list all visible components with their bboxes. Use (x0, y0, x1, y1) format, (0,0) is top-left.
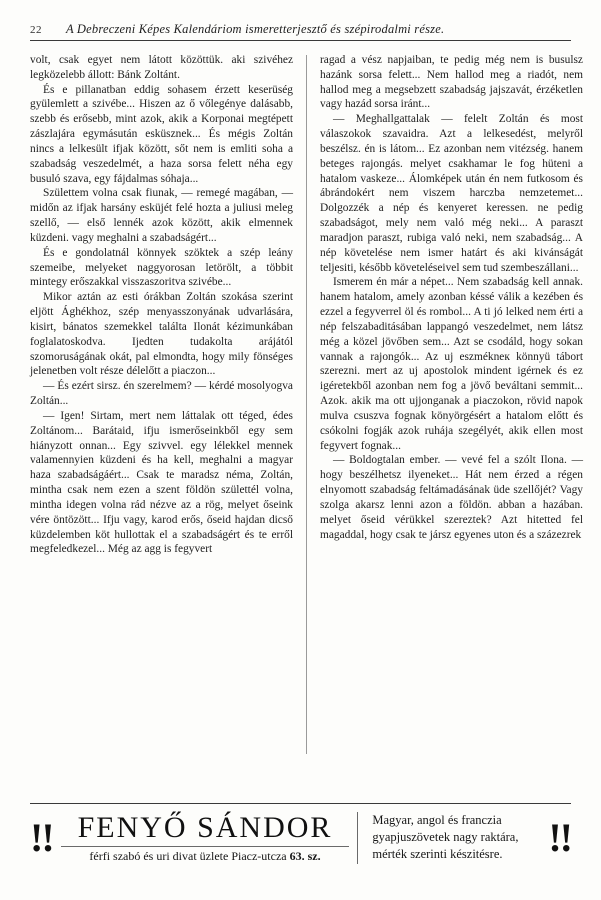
description-line-3: mérték szerinti készitésre. (372, 847, 503, 862)
page-number: 22 (30, 24, 42, 36)
paragraph: ragad a vész napjaiban, te pedig még nem is busulsz hazánk sorsa felett... Nem hallod meg a riadót, nem hallod meg a megsebzett szabadság jajszavát, érzéketlen vagy hazád sorsa iránt... (320, 54, 583, 111)
paragraph: És e pillanatban eddig sohasem érzett keserüség gyülemlett a szivébe... Hiszen az ő vőlegénye dalásabb, szebb és erősebb, mint azok, akik a Korponai megtépett zászlajára egymásután esküsznek... És mégis Zoltán nincs a lelkesült ifjak között, sőt nem is emliti soha a szabadság veszedelmét, a haza sorsa felett néha egy busuló szava, egy fájdalmas sóhaja... (30, 83, 293, 185)
running-title: A Debreczeni Képes Kalendáriom ismeretterjesztő és szépirodalmi része. (66, 22, 445, 36)
paragraph: És e gondolatnál könnyek szöktek a szép leány szemeibe, melyeket naggyorosan letörölt, a többit mintegy erőszakkal visszaszoritva szivébe... (30, 246, 293, 289)
paragraph: Születtem volna csak fiunak, — remegé magában, — midőn az ifjak harsány esküjét felé hozta a juliusi meleg szellő, — első lennék azok között, akik elmennek küzdeni. vagy meghalni a szabadságért... (30, 187, 293, 244)
advertiser-name: FENYŐ SÁNDOR (77, 810, 333, 844)
exclamation-left: !! (30, 814, 53, 860)
paragraph: — Boldogtalan ember. — vevé fel a szólt Ilona. — hogy beszélhetsz ilyeneket... Hát nem érzed a régen elnyomott szabadság feltámadásának üde szellőjét? Vagy szolga akarsz lenni azon a földön. abban a hazában. melyet őseid vérükkel szereztek? Azt hitetted fel magaddal, hogy csak te jársz egyenes uton és a százezrek (320, 454, 583, 541)
advertiser-block (61, 812, 350, 865)
left-text-column (30, 53, 306, 758)
address-text: férfi szabó és uri divat üzlete Piacz-utcza (89, 849, 290, 863)
paragraph: — Meghallgattalak — felelt Zoltán és most válaszokok szavaidra. Azt a lelkesedést, melyről beszélsz. én is látom... Ez azonban nem vitézség. hanem beteges rajongás. melyet csakhamar le fog hüteni a hatalom vaskeze... Álomképek után én nem futkosom és ábrándokért nem viszem harczba nemzetemet... Dolgozzék a nép és kenyeret keressen. ne pedig szabadságot, mely nem való még neki... A paraszt maradjon paraszt, rubiga való neki, nem szabadság... A nép követelése nem ismer határt és aki kivánságát teljesiti, később követeléseivel sem tud szembeszállani... (320, 113, 583, 274)
description-line-2: gyapjuszövetek nagy raktára, (372, 830, 519, 845)
page-header (30, 22, 571, 41)
advertisement (30, 803, 571, 865)
text-columns (30, 53, 583, 758)
ad-divider (357, 812, 358, 865)
paragraph: Mikor aztán az esti órákban Zoltán szokása szerint eljött Ághékhoz, szép menyasszonyának udvarlására, kisirt, bánatos szemekkel találta Ilonát kézimunkában foglalatoskodva. Ijedten tudakolta arájától szomoruságának okát, pal elmondta, hogy mily fönséges jelenetben volt része délelőtt a piaczon... (30, 291, 293, 378)
right-text-column (307, 53, 583, 758)
advertiser-address (61, 846, 350, 864)
description-line-1: Magyar, angol és franczia (372, 813, 502, 828)
paragraph: — És ezért sirsz. én szerelmem? — kérdé mosolyogva Zoltán... (30, 380, 293, 408)
paragraph: Ismerem én már a népet... Nem szabadság kell annak. hanem hatalom, amely azonban késsé válik a kezében és ezzel a fegyverrel öl és rombol... A ti jó lelked nem érti a nép felszabaditásában lappangó veszedelmet, nem látsz még a közel jövőben sem... Azt se csodáld, hogy sokan vannak a rajongók... Az uj eszmékneк könnyü tábort szerezni. mert az uj apostolok mindent igérnek és ez igéretekből azonban nem fog a jövő beváltani semmit... Azok. akik ma ott ujjonganak a piaczokon, rövid napok mulva csuszva fognak könyörgésért a hatalom előtt és csókolni fogják azok ruhája szegélyét, akik ellen most fegyvert fognak... (320, 276, 583, 452)
advertiser-description (366, 812, 540, 863)
address-number: 63. sz. (289, 849, 321, 863)
paragraph: volt, csak egyet nem látott közöttük. aki szivéhez legközelebb állott: Bánk Zoltánt. (30, 54, 293, 81)
paragraph: — Igen! Sirtam, mert nem láttalak ott téged, édes Zoltánom... Barátaid, ifju ismerőseinkből egy sem hiányzott onnan... Egy szivvel. egy lélekkel mennek valamennyien küzdeni és ha kell, meghalni a magyar haza szabadságáért... Csak te maradsz néma, Zoltán, mintha csak nem ezen a szent földön születtél volna, mintha idegen volna rád nézve az a rög, melyet őseink vére öntözött... Ifju vagy, karod erős, őseid hajdan dicső küzdelemben köt hullottak el a szabadságért és te erről megfeledkezel... Még az agg is fegyvert (30, 409, 293, 556)
exclamation-right: !! (548, 814, 571, 860)
